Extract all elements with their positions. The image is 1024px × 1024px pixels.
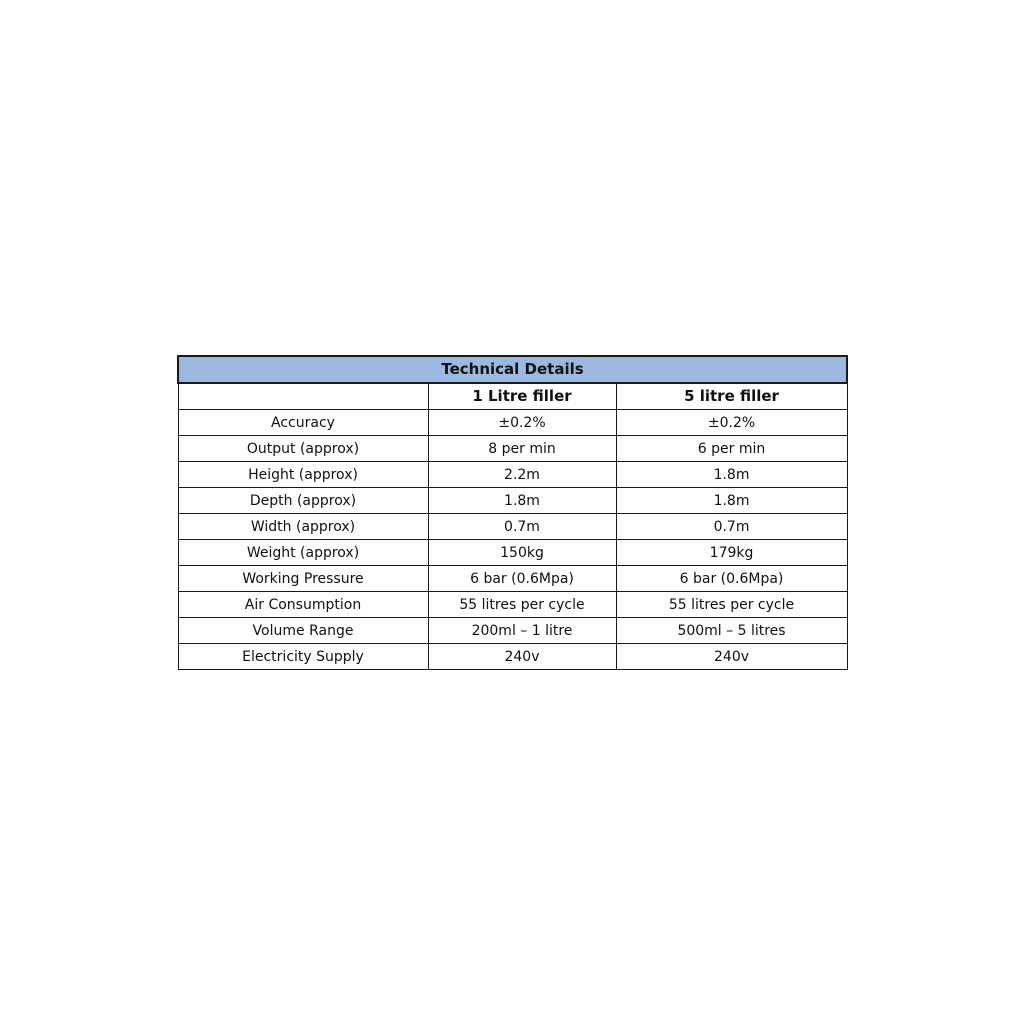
table-row [178, 462, 847, 488]
cell-5-litre: 500ml – 5 litres [616, 618, 847, 644]
table-row [178, 488, 847, 514]
column-header-1-litre: 1 Litre filler [428, 383, 616, 410]
row-label: Output (approx) [178, 436, 428, 462]
cell-1-litre: 55 litres per cycle [428, 592, 616, 618]
row-label: Air Consumption [178, 592, 428, 618]
column-header-row [178, 383, 847, 410]
technical-details-table [177, 355, 848, 670]
table-row [178, 644, 847, 670]
table-row [178, 592, 847, 618]
cell-5-litre: 0.7m [616, 514, 847, 540]
cell-1-litre: 150kg [428, 540, 616, 566]
cell-1-litre: 8 per min [428, 436, 616, 462]
cell-5-litre: 1.8m [616, 488, 847, 514]
row-label: Accuracy [178, 410, 428, 436]
row-label: Electricity Supply [178, 644, 428, 670]
title-row [178, 356, 847, 383]
table-title: Technical Details [178, 356, 847, 383]
table-row [178, 566, 847, 592]
cell-5-litre: 1.8m [616, 462, 847, 488]
row-label: Working Pressure [178, 566, 428, 592]
row-label: Height (approx) [178, 462, 428, 488]
cell-5-litre: 240v [616, 644, 847, 670]
cell-1-litre: 2.2m [428, 462, 616, 488]
cell-1-litre: 1.8m [428, 488, 616, 514]
table-row [178, 618, 847, 644]
column-header-empty [178, 383, 428, 410]
cell-5-litre: 179kg [616, 540, 847, 566]
cell-5-litre: 6 per min [616, 436, 847, 462]
row-label: Volume Range [178, 618, 428, 644]
cell-1-litre: 6 bar (0.6Mpa) [428, 566, 616, 592]
row-label: Depth (approx) [178, 488, 428, 514]
row-label: Weight (approx) [178, 540, 428, 566]
table-row [178, 436, 847, 462]
row-label: Width (approx) [178, 514, 428, 540]
column-header-5-litre: 5 litre filler [616, 383, 847, 410]
cell-5-litre: 6 bar (0.6Mpa) [616, 566, 847, 592]
cell-5-litre: 55 litres per cycle [616, 592, 847, 618]
table-row [178, 540, 847, 566]
table-row [178, 514, 847, 540]
cell-1-litre: ±0.2% [428, 410, 616, 436]
cell-1-litre: 240v [428, 644, 616, 670]
cell-1-litre: 0.7m [428, 514, 616, 540]
cell-1-litre: 200ml – 1 litre [428, 618, 616, 644]
cell-5-litre: ±0.2% [616, 410, 847, 436]
table-row [178, 410, 847, 436]
